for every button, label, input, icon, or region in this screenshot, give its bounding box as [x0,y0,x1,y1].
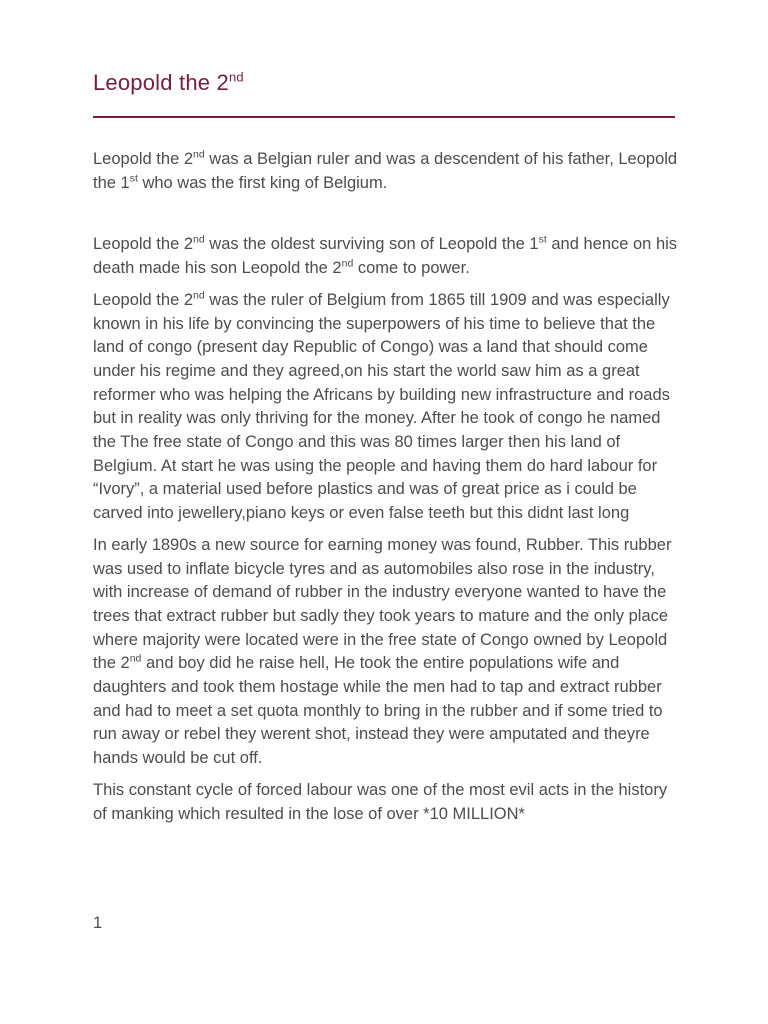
paragraph-3 [93,289,678,526]
paragraph-text: was the ruler of Belgium from 1865 till 1909 and was especially known in his life by convincing the superpowers of his time to believe that the land of congo (present day Republic of Congo) was a land that should come under his regime and they agreed,on his start the world saw him as a great reformer who was helping the Africans by building new infrastructure and roads but in reality was only thriving for the money. After he took of congo he named the The free state of Congo and this was 80 times larger then his land of Belgium. At start he was using the people and having them do hard labour for “Ivory”, a material used before plastics and was of great price as i could be carved into jewellery,piano keys or even false teeth but this didnt last long [93,290,670,523]
paragraph-text: Leopold the 2 [93,235,194,254]
paragraph-text: and boy did he raise hell, He took the entire populations wife and daughters and took them hostage while the men had to tap and extract rubber and had to meet a set quota monthly to bring in the rubber and if some tried to run away or rebel they werent shot, instead they were amputated and theyre hands would be cut off. [93,654,663,768]
paragraph-1 [93,148,678,195]
paragraph-text: Leopold the 2 [93,150,194,168]
title-superscript: nd [228,69,244,85]
document-body [93,148,678,826]
superscript: nd [341,257,354,270]
paragraph-text: was a Belgian ruler and was a descendent of his father, Leopold the 1 [93,150,678,192]
paragraph-text: Leopold the 2 [93,290,194,309]
title-text: Leopold the 2 [93,70,229,95]
paragraph-2 [93,233,678,280]
paragraph-text: who was the first king of Belgium. [137,173,388,192]
superscript: st [538,233,547,246]
title-divider [93,116,675,118]
superscript: nd [193,233,205,246]
page-number: 1 [93,914,103,932]
superscript: nd [193,289,205,302]
paragraph-text: In early 1890s a new source for earning money was found, Rubber. This rubber was used to inflate bicycle tyres and as automobiles also rose in the industry, with increase of demand of rubber in the industry everyone wanted to have the trees that extract rubber but sadly they took years to mature and the only place where majority were located were in the free state of Congo owned by Leopold the 2 [93,535,672,673]
superscript: nd [129,652,142,665]
paragraph-text: and hence on his death made his son Leopold the 2 [93,235,678,278]
superscript: st [129,172,138,185]
paragraph-text: This constant cycle of forced labour was one of the most evil acts in the history of manking which resulted in the lose of over *10 MILLION* [93,780,668,823]
paragraph-5 [93,779,678,826]
paragraph-text: was the oldest surviving son of Leopold the 1 [204,235,539,254]
superscript: nd [193,148,205,161]
paragraph-4 [93,534,678,771]
paragraph-text: come to power. [353,259,470,278]
page-title [93,70,244,96]
